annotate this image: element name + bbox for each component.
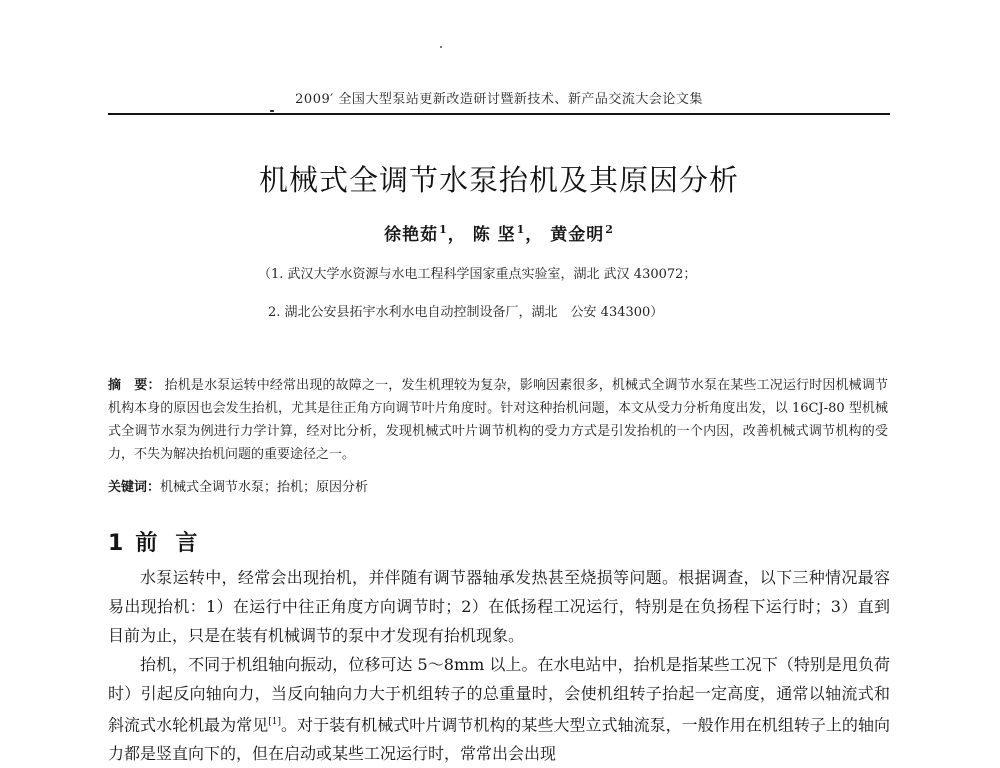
- header-rule: [108, 113, 890, 115]
- paragraph: [108, 650, 890, 768]
- affiliation-1: （1. 武汉大学水资源与水电工程科学国家重点实验室，湖北 武汉 430072；: [258, 267, 697, 282]
- author-name: 陈 坚: [472, 225, 516, 245]
- abstract: [108, 374, 888, 466]
- author-affil-mark: 2: [605, 223, 614, 237]
- citation-ref: [1]: [268, 717, 282, 727]
- abstract-text: 抬机是水泵运转中经常出现的故障之一，发生机理较为复杂，影响因素很多，机械式全调节水泵在某些工况运行时因机械调节机构本身的原因也会发生抬机，尤其是往正角方向调节叶片角度时。针对这种抬机问题，本文从受力分析角度出发，以 16CJ-80 型机械式全调节水泵为例进行力学计算，经对比分析，发现机械式叶片调节机构的受力方式是引发抬机的一个内因，改善机械式调节机构的受力，不失为解决抬机问题的重要途径之一。: [108, 378, 888, 462]
- paper-title: 机械式全调节水泵抬机及其原因分析: [258, 163, 739, 197]
- paragraph: 水泵运转中，经常会出现抬机，并伴随有调节器轴承发热甚至烧损等问题。根据调查，以下三种情况最容易出现抬机：1）在运行中往正角度方向调节时；2）在低扬程工况运行，特别是在负扬程下运行时；3）直到目前为止，只是在装有机械调节的泵中才发现有抬机现象。: [108, 568, 890, 645]
- section-title: 前言: [135, 531, 216, 556]
- keywords-label: 关键词：: [108, 480, 161, 495]
- paragraph-text: 抬机，不同于机组轴向振动，位移可达 5～8mm 以上。在水电站中，抬机是指某些工况下（特别是甩负荷时）引起反向轴向力，当反向轴向力大于机组转子的总重量时，会使机组转子抬起一定高度，通常以轴流式和斜流式水轮机最为常见: [108, 655, 890, 735]
- author-name: 徐艳茹: [384, 225, 439, 245]
- section-number: 1: [108, 531, 126, 556]
- scan-artifact: [270, 110, 274, 112]
- keywords: [108, 478, 888, 498]
- author-affil-mark: 1: [439, 223, 448, 237]
- affiliation-2: 2. 湖北公安县拓宇水利水电自动控制设备厂，湖北 公安 434300）: [268, 305, 664, 320]
- author-affil-mark: 1: [516, 223, 526, 237]
- running-header-text: 2009′ 全国大型泵站更新改造研讨暨新技术、新产品交流大会论文集: [295, 92, 703, 107]
- abstract-label: 摘 要：: [108, 378, 161, 393]
- scan-artifact: [440, 46, 442, 48]
- keywords-text: 机械式全调节水泵；抬机；原因分析: [160, 480, 369, 495]
- paragraph-text: 。对于装有机械式叶片调节机构的某些大型立式轴流泵，一般作用在机组转子上的轴向力都是竖直向下的，但在启动或某些工况运行时，常常出会出现: [108, 715, 890, 764]
- author-list: 徐艳茹$^1$， 陈 坚$^1$， 黄金明$^2$: [384, 223, 614, 245]
- section-heading: [108, 526, 215, 557]
- body-text: [108, 563, 890, 768]
- running-header: [108, 88, 890, 114]
- author-name: 黄金明: [550, 225, 605, 245]
